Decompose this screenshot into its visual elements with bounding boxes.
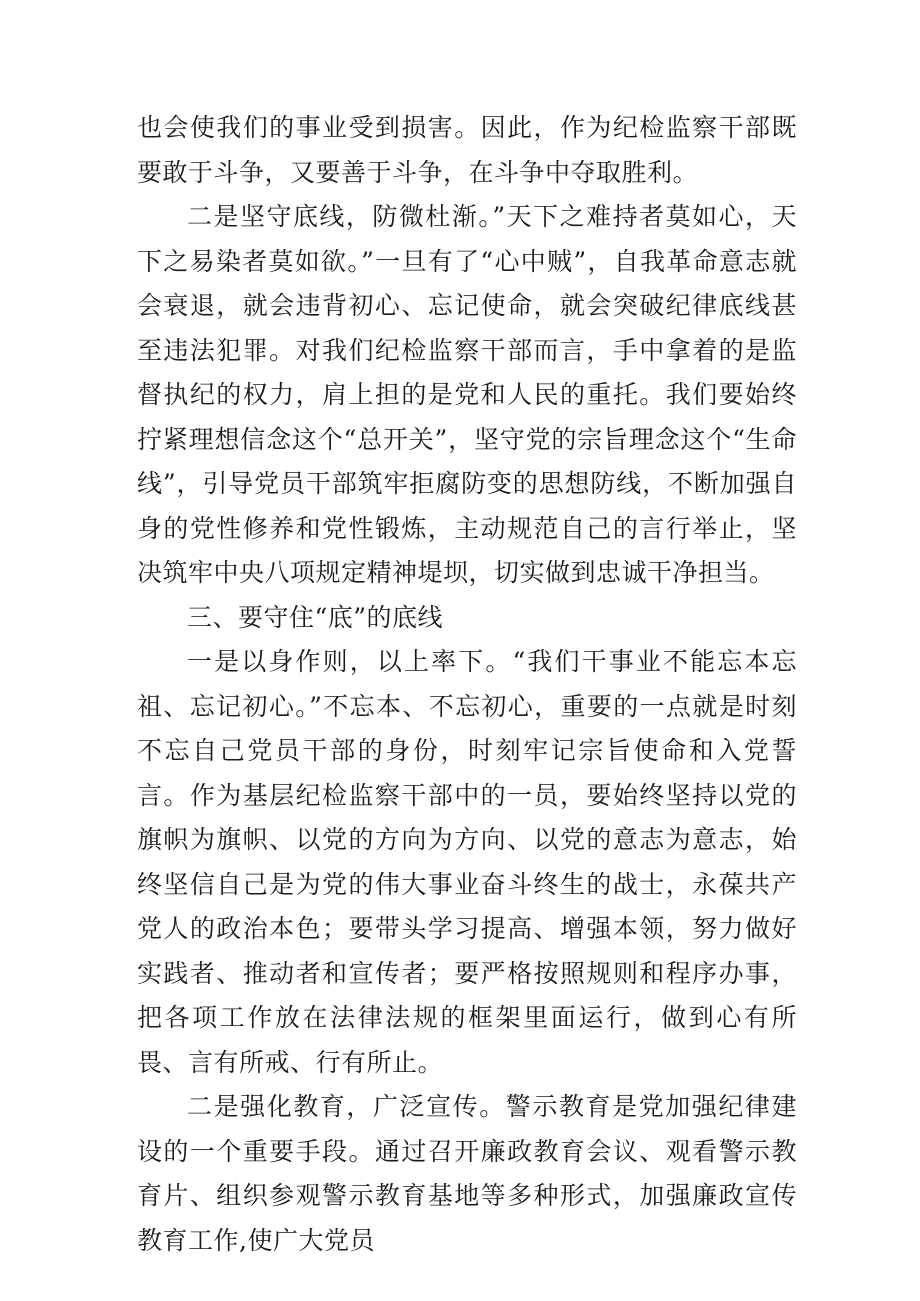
paragraph-lead-by-example: 一是以身作则，以上率下。“我们干事业不能忘本忘祖、忘记初心。”不忘本、不忘初心，重要的一点就是时刻不忘自己党员干部的身份，时刻牢记宗旨使命和入党誓言。作为基层纪检监察干部中的一员，要始终坚持以党的旗帜为旗帜、以党的方向为方向、以党的意志为意志，始终坚信自己是为党的伟大事业奋斗终生的战士，永葆共产党人的政治本色；要带头学习提高、增强本领，努力做好实践者、推动者和宣传者；要严格按照规则和程序办事，把各项工作放在法律法规的框架里面运行，做到心有所畏、言有所戒、行有所止。	[137, 647, 797, 1077]
paragraph-continuation: 也会使我们的事业受到损害。因此，作为纪检监察干部既要敢于斗争，又要善于斗争，在斗争中夺取胜利。	[137, 113, 797, 187]
section-three-heading: 三、要守住“底”的底线	[187, 602, 444, 632]
paragraph-education-publicity: 二是强化教育，广泛宣传。警示教育是党加强纪律建设的一个重要手段。通过召开廉政教育会议、观看警示教育片、组织参观警示教育基地等多种形式，加强廉政宣传教育工作,使广大党员	[137, 1092, 797, 1255]
paragraph-guard-bottom-line: 二是坚守底线，防微杜渐。”天下之难持者莫如心，天下之易染者莫如欲。”一旦有了“心中贼”，自我革命意志就会衰退，就会违背初心、忘记使命，就会突破纪律底线甚至违法犯罪。对我们纪检监察干部而言，手中拿着的是监督执纪的权力，肩上担的是党和人民的重托。我们要始终拧紧理想信念这个“总开关”，坚守党的宗旨理念这个“生命线”，引导党员干部筑牢拒腐防变的思想防线，不断加强自身的党性修养和党性锻炼，主动规范自己的言行举止，坚决筑牢中央八项规定精神堤坝，切实做到忠诚干净担当。	[137, 202, 797, 587]
document-body	[137, 106, 797, 1263]
